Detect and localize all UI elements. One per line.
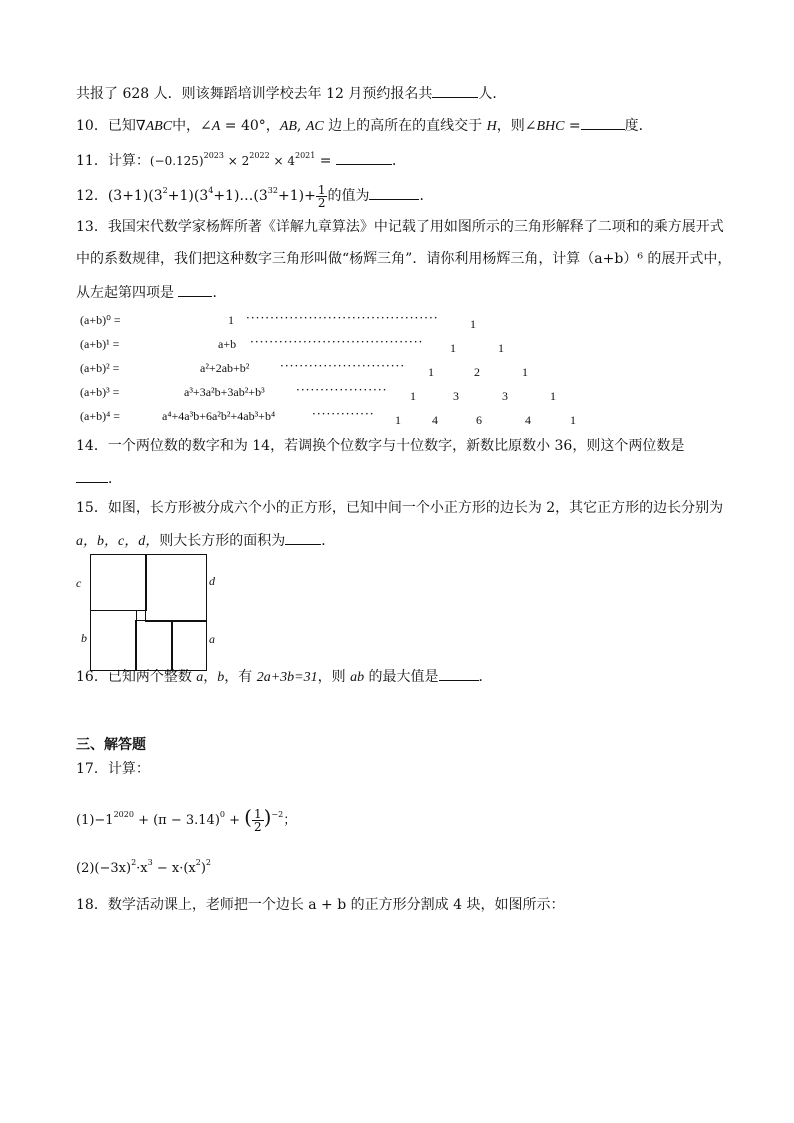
pascal-coefficient: 1	[570, 413, 576, 427]
binomial-expansion: a+b	[218, 337, 237, 351]
label-d: d	[209, 574, 215, 588]
rectangle-squares-figure	[90, 554, 206, 670]
binomial-expansion: a²+2ab+b²	[200, 361, 250, 375]
dotted-leader: ·············	[312, 407, 375, 421]
pascal-coefficient: 1	[498, 341, 504, 355]
square-a	[171, 620, 207, 671]
pascal-coefficient: 6	[476, 413, 482, 427]
answer-blank[interactable]	[369, 185, 419, 200]
question-15-line2: a，b，c，d，则大长方形的面积为 ．	[76, 530, 335, 551]
dotted-leader: ········································	[246, 311, 439, 325]
binomial-power-label: (a+b)² =	[80, 361, 120, 375]
pascal-coefficient: 2	[474, 365, 480, 379]
label-b: b	[81, 631, 87, 645]
pascal-coefficient: 3	[453, 389, 459, 403]
binomial-power-label: (a+b)⁰ =	[80, 313, 121, 327]
pascal-coefficient: 1	[410, 389, 416, 403]
question-13-line1: 13．我国宋代数学家杨辉所著《详解九章算法》中记载了用如图所示的三角形解释了二项和的乘方展开式	[76, 219, 724, 235]
section-heading: 三、解答题	[76, 737, 146, 753]
pascal-coefficient: 1	[522, 365, 528, 379]
fraction-one-half: $\frac{1}{2}$	[317, 182, 326, 210]
pascal-coefficient: 1	[450, 341, 456, 355]
pascal-coefficient: 1	[550, 389, 556, 403]
question-17-part1: $(1)-1^{2020} + (\pi - 3.14)^0$ + ( $\frac{1}{2}$ )$^{-2}$；	[76, 805, 297, 834]
label-c: c	[76, 576, 82, 590]
binomial-power-label: (a+b)¹ =	[80, 337, 120, 351]
binomial-power-label: (a+b)³ =	[80, 385, 120, 399]
q9-tail: 共报了 628 人．则该舞蹈培训学校去年 12 月预约报名共 人．	[76, 83, 506, 103]
pascal-coefficient: 1	[395, 413, 401, 427]
answer-blank[interactable]	[76, 468, 108, 483]
pascal-coefficient: 3	[502, 389, 508, 403]
question-11: 11．计算：$(-0.125)^{2023} \times 2^{2022} \times 4^{2021}$ = ．	[76, 151, 406, 169]
label-a: a	[209, 632, 215, 646]
question-15-line1: 15．如图，长方形被分成六个小的正方形，已知中间一个小正方形的边长为 2，其它正方形的边长分别为	[76, 500, 724, 516]
answer-blank[interactable]	[439, 666, 479, 681]
question-14-line1: 14．一个两位数的数字和为 14，若调换个位数字与十位数字，新数比原数小 36，则这个两位数是	[76, 438, 685, 454]
binomial-power-label: (a+b)⁴ =	[80, 409, 121, 423]
square-b	[90, 610, 137, 671]
binomial-expansion: a³+3a²b+3ab²+b³	[184, 385, 265, 399]
pascal-coefficient: 4	[432, 413, 438, 427]
question-10: 10．已知∇ABC中，∠A = 40°，AB, AC 边上的高所在的直线交于 H，则∠BHC = 度．	[76, 115, 653, 136]
answer-blank[interactable]	[178, 282, 212, 297]
square-center	[135, 620, 173, 671]
answer-blank[interactable]	[432, 83, 478, 98]
pascal-coefficient: 1	[428, 365, 434, 379]
question-18: 18．数学活动课上，老师把一个边长 a + b 的正方形分割成 4 块，如图所示：	[76, 897, 565, 913]
fraction-one-half: $\frac{1}{2}$	[253, 807, 262, 834]
binomial-expansion: a⁴+4a³b+6a²b²+4ab³+b⁴	[162, 409, 276, 423]
binomial-expansion: 1	[228, 313, 234, 327]
question-17-title: 17．计算：	[76, 761, 150, 777]
dotted-leader: ···················	[296, 383, 388, 397]
question-13-line3: 从左起第四项是 ．	[76, 282, 226, 302]
pascal-coefficient: 1	[470, 317, 476, 331]
answer-blank[interactable]	[581, 115, 625, 130]
square-d	[145, 554, 207, 622]
question-14-line2: ．	[76, 468, 122, 488]
answer-blank[interactable]	[285, 530, 321, 545]
question-13-line2: 中的系数规律，我们把这种数字三角形叫做“杨辉三角”．请你利用杨辉三角，计算（a+b）⁶ 的展开式中，	[76, 251, 732, 267]
square-c	[90, 554, 147, 611]
answer-blank[interactable]	[336, 150, 392, 165]
dotted-leader: ····································	[250, 335, 424, 349]
question-12: 12．$(3+1)(3^2+1)(3^4+1)\dots(3^{32}+1)+$ $\frac{1}{2}$ 的值为 ．	[76, 182, 434, 210]
pascal-coefficient: 4	[525, 413, 531, 427]
question-17-part2: $(2)(-3x)^2\cdot x^3 - x\cdot(x^2)^2$	[76, 858, 212, 876]
question-16: 16．已知两个整数 a，b，有 2a+3b=31，则 ab 的最大值是 ．	[76, 666, 493, 687]
dotted-leader: ··························	[280, 359, 406, 373]
